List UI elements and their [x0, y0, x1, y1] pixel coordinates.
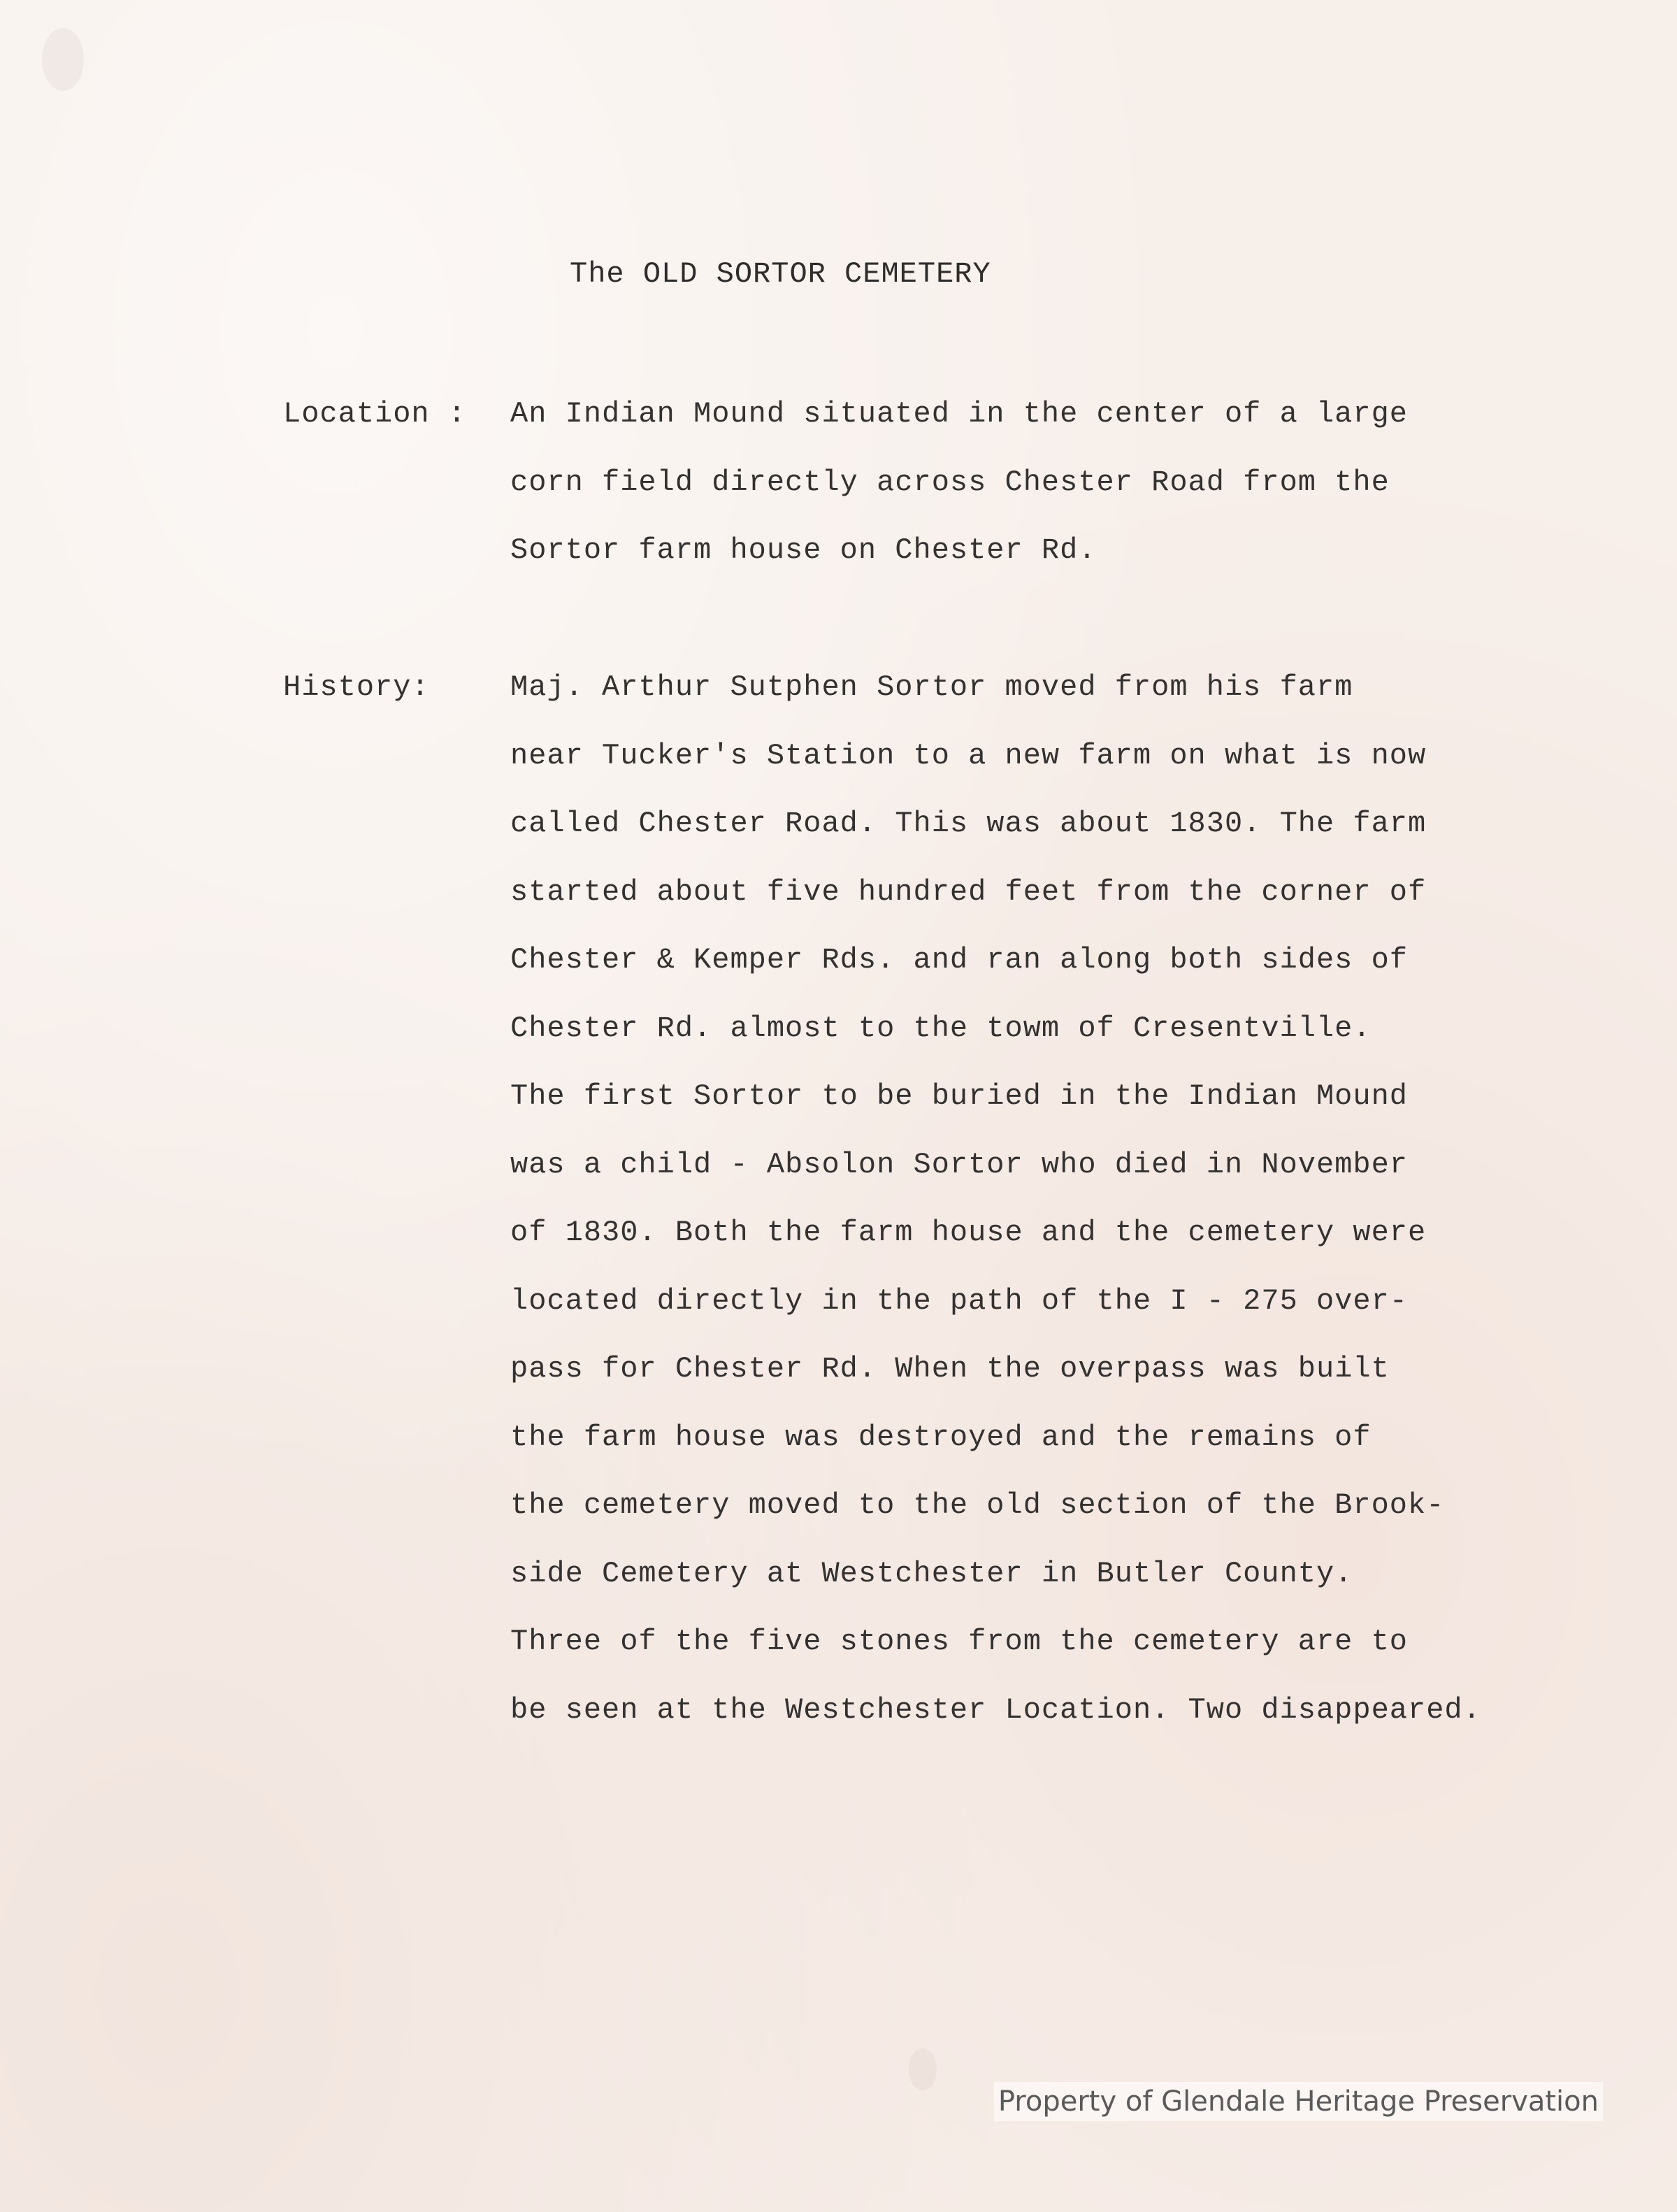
paper-stain	[909, 2048, 937, 2090]
history-line: Chester Rd. almost to the towm of Cresentville.	[510, 1011, 1372, 1045]
history-label: History:	[283, 670, 430, 704]
history-line: started about five hundred feet from the corner of	[510, 875, 1427, 909]
history-line: called Chester Road. This was about 1830. The farm	[510, 807, 1427, 840]
history-line: Chester & Kemper Rds. and ran along both sides of	[510, 943, 1409, 977]
paper-stain	[42, 28, 84, 91]
location-line: An Indian Mound situated in the center of a large	[510, 397, 1409, 431]
history-line: Three of the five stones from the cemetery are to	[510, 1625, 1409, 1658]
history-line: pass for Chester Rd. When the overpass was built	[510, 1352, 1390, 1386]
watermark-caption: Property of Glendale Heritage Preservation	[994, 2082, 1603, 2121]
history-line: be seen at the Westchester Location. Two disappeared.	[510, 1693, 1481, 1727]
history-line: side Cemetery at Westchester in Butler County.	[510, 1556, 1353, 1590]
document-title: The OLD SORTOR CEMETERY	[570, 257, 991, 291]
history-text	[510, 666, 1601, 1757]
history-line: located directly in the path of the I - 275 over-	[510, 1284, 1409, 1318]
history-line: The first Sortor to be buried in the Indian Mound	[510, 1079, 1409, 1113]
history-line: the farm house was destroyed and the remains of	[510, 1420, 1372, 1454]
location-line: corn field directly across Chester Road from the	[510, 465, 1390, 499]
history-line: Maj. Arthur Sutphen Sortor moved from his farm	[510, 670, 1353, 704]
location-text	[510, 393, 1601, 598]
history-line: the cemetery moved to the old section of the Brook-	[510, 1488, 1445, 1522]
location-line: Sortor farm house on Chester Rd.	[510, 533, 1097, 567]
history-line: near Tucker's Station to a new farm on what is now	[510, 738, 1427, 773]
history-line: of 1830. Both the farm house and the cemetery were	[510, 1216, 1427, 1249]
history-line: was a child - Absolon Sortor who died in November	[510, 1147, 1409, 1182]
location-label: Location :	[283, 397, 467, 431]
